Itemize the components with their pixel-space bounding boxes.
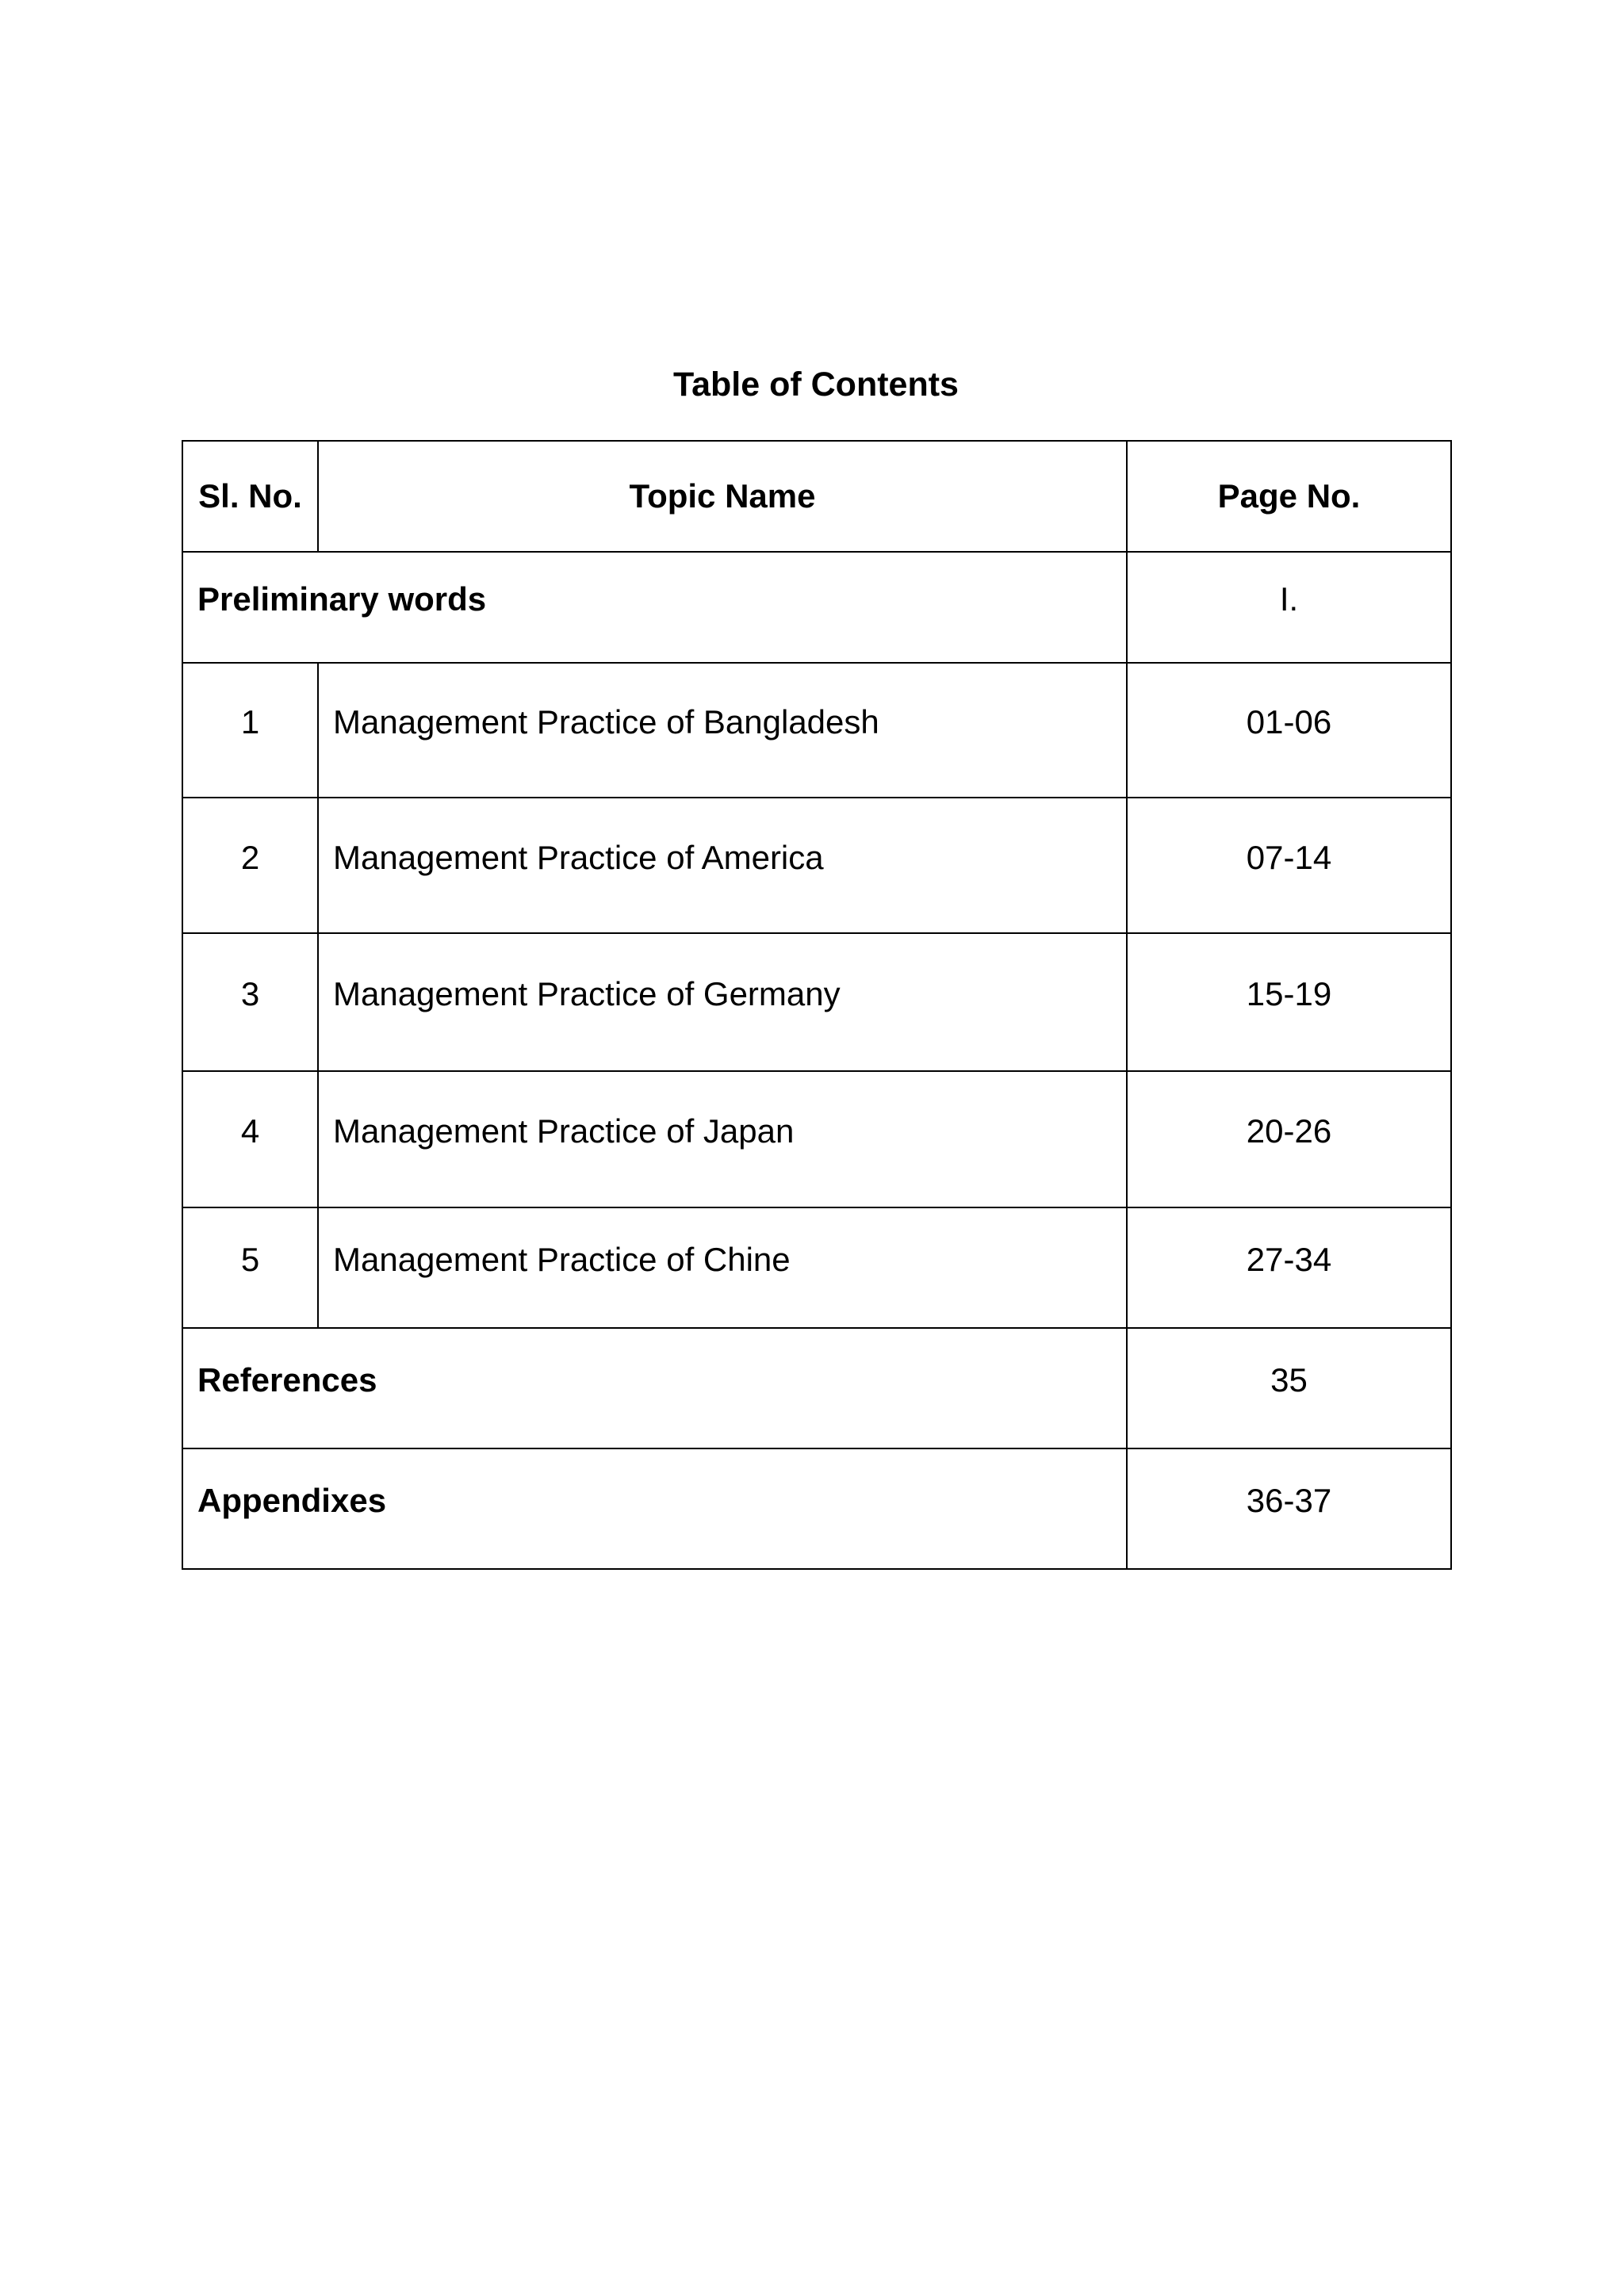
table-row [182, 663, 1451, 798]
row-page-range: 20-26 [1127, 1071, 1451, 1207]
preliminary-row [182, 552, 1451, 663]
row-page-range: 01-06 [1127, 663, 1451, 798]
contents-table [182, 440, 1452, 1570]
row-topic-name: Management Practice of Bangladesh [318, 663, 1127, 798]
row-topic-name: Management Practice of Germany [318, 933, 1127, 1071]
preliminary-page: I. [1127, 552, 1451, 663]
table-row [182, 1071, 1451, 1207]
table-row [182, 933, 1451, 1071]
row-serial-number: 1 [182, 663, 318, 798]
header-serial-number: Sl. No. [182, 441, 318, 552]
row-serial-number: 2 [182, 798, 318, 933]
page-title: Table of Contents [673, 365, 959, 404]
header-topic-name: Topic Name [318, 441, 1127, 552]
appendixes-row [182, 1448, 1451, 1569]
references-row [182, 1328, 1451, 1448]
row-topic-name: Management Practice of Chine [318, 1207, 1127, 1328]
row-serial-number: 5 [182, 1207, 318, 1328]
preliminary-label: Preliminary words [182, 552, 1127, 663]
row-serial-number: 3 [182, 933, 318, 1071]
row-topic-name: Management Practice of America [318, 798, 1127, 933]
references-label: References [182, 1328, 1127, 1448]
header-page-number: Page No. [1127, 441, 1451, 552]
table-header-row [182, 441, 1451, 552]
row-page-range: 27-34 [1127, 1207, 1451, 1328]
row-page-range: 15-19 [1127, 933, 1451, 1071]
row-serial-number: 4 [182, 1071, 318, 1207]
appendixes-page: 36-37 [1127, 1448, 1451, 1569]
appendixes-label: Appendixes [182, 1448, 1127, 1569]
table-row [182, 798, 1451, 933]
row-page-range: 07-14 [1127, 798, 1451, 933]
table-row [182, 1207, 1451, 1328]
row-topic-name: Management Practice of Japan [318, 1071, 1127, 1207]
references-page: 35 [1127, 1328, 1451, 1448]
